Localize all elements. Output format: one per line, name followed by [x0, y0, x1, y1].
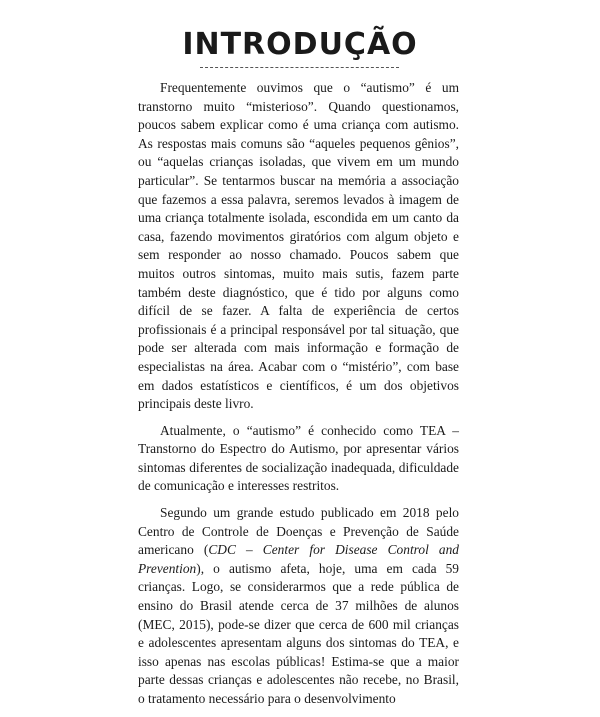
- chapter-heading: INTRODUÇÃO: [182, 27, 418, 62]
- paragraph-2: Atualmente, o “autismo” é conhecido como TEA – Transtorno do Espectro do Autismo, por apresentar vários sintomas diferentes de socialização inadequada, dificuldade de comunicação e interesses restritos.: [138, 422, 459, 494]
- paragraph-3-italic-cdc: CDC – Center for Disease Control and Prevention: [138, 542, 459, 576]
- chapter-body: [138, 79, 459, 717]
- paragraph-3-text-before: Segundo um grande estudo publicado em 2018 pelo Centro de Controle de Doenças e Prevenção de Saúde americano (: [138, 505, 459, 558]
- heading-dashed-rule: [200, 67, 399, 68]
- paragraph-3-text-after: ), o autismo afeta, hoje, uma em cada 59 crianças. Logo, se considerarmos que a rede pública de ensino do Brasil atende cerca de 37 milhões de alunos (MEC, 2015), pode-se dizer que cerca de 600 mil crianças e adolescentes apresentam alguns dos sintomas do TEA, e isso apenas nas escolas públicas! Estima-se que a maior parte dessas crianças e adolescentes não recebe, no Brasil, o tratamento necessário para o desenvolvimento: [138, 560, 459, 706]
- paragraph-1: Frequentemente ouvimos que o “autismo” é um transtorno muito “misterioso”. Quando questionamos, poucos sabem explicar como é uma criança com autismo. As respostas mais comuns são “aqueles pequenos gênios”, ou “aquelas crianças isoladas, que vivem em um mundo particular”. Se tentarmos buscar na memória a associação que fazemos a essa palavra, seremos levados à imagem de uma criança totalmente isolada, escondida em um canto da casa, fazendo movimentos giratórios com algum objeto e sem responder ao nosso chamado. Poucos sabem que muitos outros sintomas, muito mais sutis, fazem parte também deste diagnóstico, que é tido por alguns como difícil de se fazer. A falta de experiência de certos profissionais é a principal responsável por tal situação, que pode ser alterada com mais informação e formação de especialistas na área. Acabar com o “mistério”, com base em dados estatísticos e científicos, é um dos objetivos principais deste livro.: [138, 80, 459, 412]
- paragraph-3: [138, 504, 459, 709]
